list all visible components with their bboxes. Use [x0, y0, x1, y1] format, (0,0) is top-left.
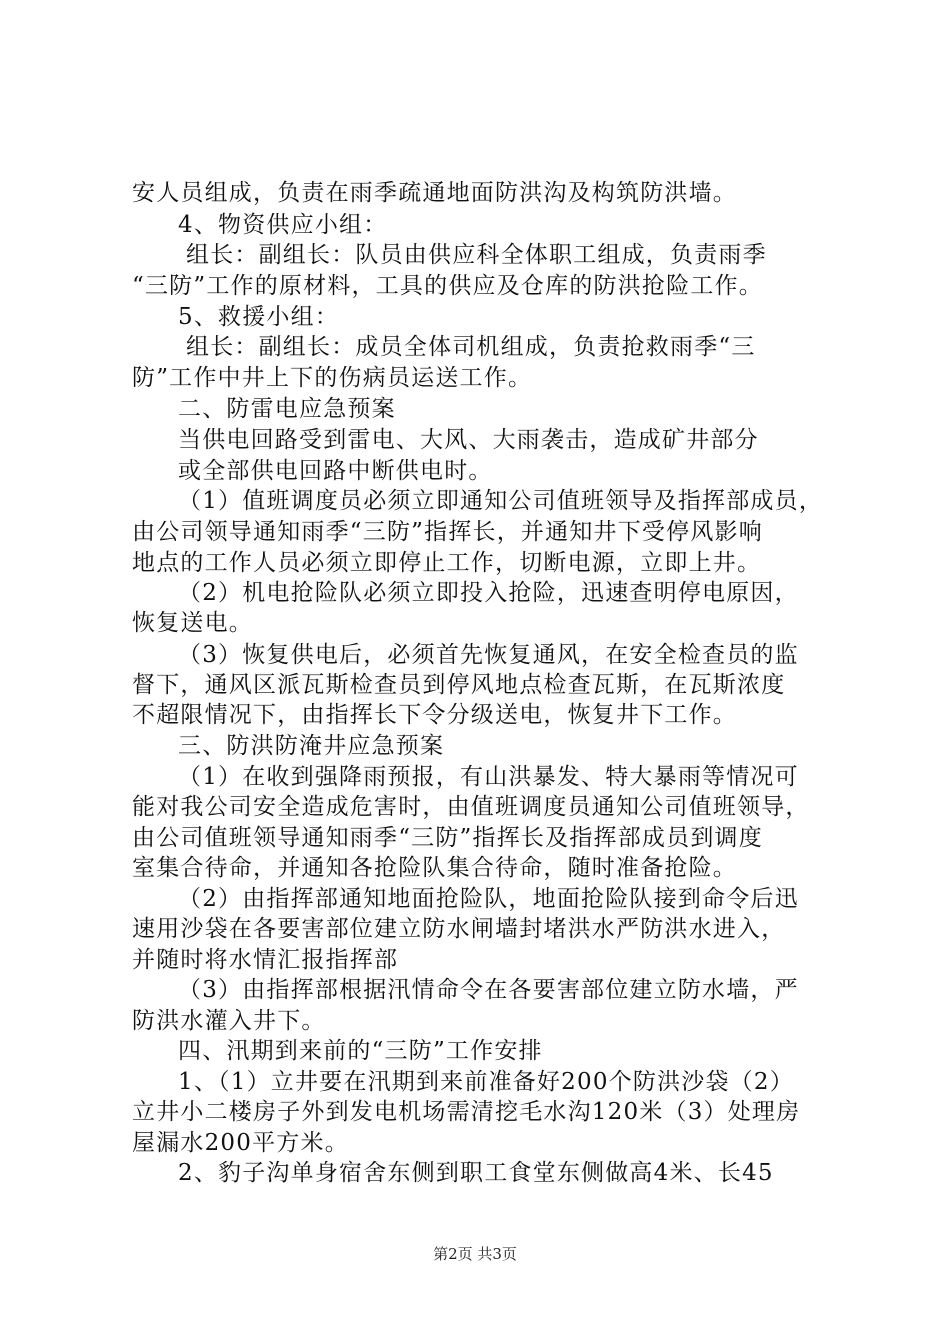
text-line: 室集合待命，并通知各抢险队集合待命，随时准备抢险。: [132, 855, 737, 881]
text-line: （1）值班调度员必须立即通知公司值班领导及指挥部成员，: [178, 488, 824, 514]
section-heading: 三、防洪防淹井应急预案: [178, 733, 445, 759]
text-line: 或全部供电回路中断供电时。: [178, 458, 493, 484]
text-line: 防洪水灌入井下。: [132, 1008, 326, 1034]
text-line: 由公司领导通知雨季“三防”指挥长，并通知井下受停风影响: [132, 519, 763, 545]
text-line: 屋漏水200平方米。: [132, 1130, 349, 1156]
text-line: 立井小二楼房子外到发电机场需清挖毛水沟120米（3）处理房: [132, 1099, 801, 1125]
text-line: 2、豹子沟单身宿舍东侧到职工食堂东侧做高4米、长45: [178, 1160, 774, 1186]
text-line: 防”工作中井上下的伤病员运送工作。: [132, 365, 533, 391]
text-line: 由公司值班领导通知雨季“三防”指挥长及指挥部成员到调度: [132, 825, 763, 851]
text-line: 地点的工作人员必须立即停止工作，切断电源，立即上井。: [132, 550, 762, 576]
text-line: 组长：副组长：成员全体司机组成，负责抢救雨季“三: [186, 334, 756, 360]
text-line: 组长：副组长：队员由供应科全体职工组成，负责雨季: [186, 242, 767, 268]
section-heading: 四、汛期到来前的“三防”工作安排: [178, 1038, 543, 1064]
text-line: （3）恢复供电后，必须首先恢复通风，在安全检查员的监: [178, 642, 799, 668]
text-line: 安人员组成，负责在雨季疏通地面防洪沟及构筑防洪墙。: [132, 180, 737, 206]
text-line: （1）在收到强降雨预报，有山洪暴发、特大暴雨等情况可: [178, 764, 799, 790]
text-line: 并随时将水情汇报指挥部: [132, 947, 399, 973]
section-heading: 二、防雷电应急预案: [178, 396, 396, 422]
text-line: 1、（1）立井要在汛期到来前准备好200个防洪沙袋（2）: [178, 1069, 794, 1095]
section-heading: 4、物资供应小组：: [178, 212, 388, 238]
page-number-footer: 第2页 共3页: [433, 1245, 517, 1263]
text-line: 督下，通风区派瓦斯检查员到停风地点检查瓦斯，在瓦斯浓度: [132, 672, 786, 698]
text-line: （2）由指挥部通知地面抢险队，地面抢险队接到命令后迅: [178, 886, 799, 912]
section-heading: 5、救援小组：: [178, 304, 340, 330]
text-line: （3）由指挥部根据汛情命令在各要害部位建立防水墙，严: [178, 977, 799, 1003]
text-line: 恢复送电。: [132, 610, 253, 636]
text-line: 能对我公司安全造成危害时，由值班调度员通知公司值班领导，: [132, 794, 810, 820]
text-line: “三防”工作的原材料，工具的供应及仓库的防洪抢险工作。: [132, 273, 763, 299]
text-line: （2）机电抢险队必须立即投入抢险，迅速查明停电原因，: [178, 580, 799, 606]
text-line: 当供电回路受到雷电、大风、大雨袭击，造成矿井部分: [178, 427, 759, 453]
text-line: 速用沙袋在各要害部位建立防水闸墙封堵洪水严防洪水进入，: [132, 916, 786, 942]
text-line: 不超限情况下，由指挥长下令分级送电，恢复井下工作。: [132, 702, 737, 728]
